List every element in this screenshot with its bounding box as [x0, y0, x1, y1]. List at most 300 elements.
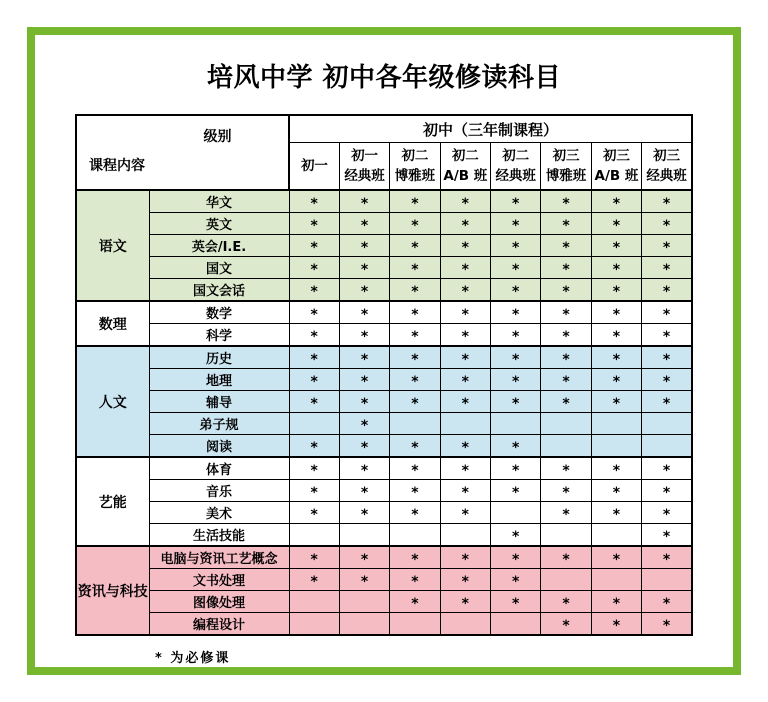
mark-cell: [642, 457, 692, 480]
asterisk-mark: *: [512, 439, 520, 456]
table-row: [76, 413, 692, 435]
mark-cell: [642, 613, 692, 636]
mark-cell: [440, 502, 490, 524]
mark-cell: [339, 591, 389, 613]
asterisk-mark: *: [562, 306, 570, 323]
asterisk-mark: *: [360, 551, 369, 568]
asterisk-mark: *: [612, 484, 621, 501]
mark-cell: [591, 324, 641, 347]
asterisk-mark: *: [411, 283, 419, 300]
mark-cell: [541, 480, 591, 502]
col-header-2-line2: 博雅班: [394, 168, 436, 184]
mark-cell: [289, 524, 339, 547]
mark-cell: [491, 591, 541, 613]
subject-cell: 辅导: [149, 391, 289, 413]
table-row: [76, 591, 692, 613]
table-row: [76, 279, 692, 302]
mark-cell: [491, 413, 541, 435]
mark-cell: [339, 524, 389, 547]
mark-cell: [440, 457, 490, 480]
asterisk-mark: *: [411, 551, 419, 568]
mark-cell: [591, 279, 641, 302]
asterisk-mark: *: [461, 261, 469, 278]
asterisk-mark: *: [461, 462, 469, 479]
mark-cell: [541, 413, 591, 435]
asterisk-mark: *: [360, 328, 369, 345]
asterisk-mark: *: [310, 261, 318, 278]
mark-cell: [541, 301, 591, 324]
mark-cell: [440, 391, 490, 413]
mark-cell: [491, 301, 541, 324]
asterisk-mark: *: [562, 484, 570, 501]
asterisk-mark: *: [411, 351, 419, 368]
mark-cell: [541, 213, 591, 235]
mark-cell: [339, 435, 389, 458]
asterisk-mark: *: [360, 351, 369, 368]
asterisk-mark: *: [562, 195, 570, 212]
asterisk-mark: *: [662, 261, 671, 278]
asterisk-mark: *: [612, 595, 621, 612]
table-row: [76, 480, 692, 502]
mark-cell: [591, 391, 641, 413]
corner-label-level: 级别: [203, 129, 232, 145]
col-header-1-line1: 初一: [351, 148, 379, 164]
asterisk-mark: *: [360, 283, 369, 300]
mark-cell: [289, 591, 339, 613]
mark-cell: [390, 457, 440, 480]
mark-cell: [591, 591, 641, 613]
mark-cell: [339, 391, 389, 413]
mark-cell: [289, 279, 339, 302]
mark-cell: [289, 213, 339, 235]
asterisk-mark: *: [360, 395, 369, 412]
asterisk-mark: *: [360, 462, 369, 479]
asterisk-mark: *: [461, 506, 469, 523]
mark-cell: [339, 213, 389, 235]
asterisk-mark: *: [360, 506, 369, 523]
asterisk-mark: *: [310, 328, 318, 345]
asterisk-mark: *: [612, 217, 621, 234]
mark-cell: [440, 591, 490, 613]
asterisk-mark: *: [662, 217, 671, 234]
mark-cell: [440, 569, 490, 591]
mark-cell: [390, 190, 440, 213]
asterisk-mark: *: [411, 195, 419, 212]
col-header-3-line2: A/B 班: [443, 168, 488, 184]
asterisk-mark: *: [612, 506, 621, 523]
table-row: [76, 301, 692, 324]
mark-cell: [440, 213, 490, 235]
asterisk-mark: *: [360, 261, 369, 278]
mark-cell: [440, 613, 490, 636]
table-row: [76, 613, 692, 636]
asterisk-mark: *: [411, 395, 419, 412]
mark-cell: [491, 190, 541, 213]
mark-cell: [491, 257, 541, 279]
header-row-1: [76, 115, 692, 143]
subject-cell: 弟子规: [149, 413, 289, 435]
mark-cell: [339, 546, 389, 569]
table-row: [76, 391, 692, 413]
asterisk-mark: *: [512, 484, 520, 501]
mark-cell: [541, 546, 591, 569]
mark-cell: [289, 480, 339, 502]
asterisk-mark: *: [461, 595, 469, 612]
mark-cell: [440, 235, 490, 257]
mark-cell: [541, 613, 591, 636]
mark-cell: [339, 257, 389, 279]
mark-cell: [339, 369, 389, 391]
asterisk-mark: *: [411, 261, 419, 278]
asterisk-mark: *: [612, 551, 621, 568]
col-header-6-line2: A/B 班: [594, 168, 639, 184]
asterisk-mark: *: [411, 217, 419, 234]
mark-cell: [642, 435, 692, 458]
mark-cell: [289, 324, 339, 347]
asterisk-mark: *: [662, 306, 671, 323]
mark-cell: [390, 391, 440, 413]
asterisk-mark: *: [662, 195, 671, 212]
asterisk-mark: *: [310, 239, 318, 256]
mark-cell: [289, 369, 339, 391]
mark-cell: [591, 546, 641, 569]
asterisk-mark: *: [562, 373, 570, 390]
col-header-6: [591, 143, 641, 191]
mark-cell: [491, 213, 541, 235]
subject-cell: 生活技能: [149, 524, 289, 547]
mark-cell: [491, 279, 541, 302]
subject-cell: 文书处理: [149, 569, 289, 591]
table-row: [76, 569, 692, 591]
asterisk-mark: *: [461, 551, 469, 568]
corner-cell: [76, 115, 289, 190]
mark-cell: [440, 301, 490, 324]
mark-cell: [440, 190, 490, 213]
mark-cell: [541, 524, 591, 547]
asterisk-mark: *: [512, 595, 520, 612]
subject-cell: 阅读: [149, 435, 289, 458]
asterisk-mark: *: [461, 283, 469, 300]
mark-cell: [390, 346, 440, 369]
table-row: [76, 546, 692, 569]
asterisk-mark: *: [512, 261, 520, 278]
asterisk-mark: *: [612, 239, 621, 256]
asterisk-mark: *: [612, 395, 621, 412]
mark-cell: [491, 435, 541, 458]
asterisk-mark: *: [310, 551, 318, 568]
asterisk-mark: *: [411, 484, 419, 501]
asterisk-mark: *: [360, 439, 369, 456]
subject-cell: 英文: [149, 213, 289, 235]
subject-cell: 美术: [149, 502, 289, 524]
asterisk-mark: *: [662, 283, 671, 300]
asterisk-mark: *: [612, 283, 621, 300]
asterisk-mark: *: [662, 506, 671, 523]
mark-cell: [289, 391, 339, 413]
mark-cell: [541, 324, 591, 347]
asterisk-mark: *: [562, 239, 570, 256]
asterisk-mark: *: [310, 306, 318, 323]
mark-cell: [390, 235, 440, 257]
asterisk-mark: *: [562, 283, 570, 300]
mark-cell: [491, 502, 541, 524]
mark-cell: [390, 213, 440, 235]
mark-cell: [440, 369, 490, 391]
asterisk-mark: *: [612, 261, 621, 278]
asterisk-mark: *: [360, 239, 369, 256]
mark-cell: [541, 569, 591, 591]
asterisk-mark: *: [662, 328, 671, 345]
mark-cell: [390, 569, 440, 591]
mark-cell: [491, 546, 541, 569]
mark-cell: [339, 613, 389, 636]
asterisk-mark: *: [662, 351, 671, 368]
mark-cell: [390, 301, 440, 324]
col-header-6-line1: 初三: [602, 148, 630, 164]
asterisk-mark: *: [310, 217, 318, 234]
mark-cell: [541, 591, 591, 613]
mark-cell: [390, 524, 440, 547]
col-header-5-line2: 博雅班: [545, 168, 587, 184]
mark-cell: [289, 502, 339, 524]
mark-cell: [642, 235, 692, 257]
asterisk-mark: *: [360, 217, 369, 234]
table-row: [76, 435, 692, 458]
mark-cell: [390, 546, 440, 569]
mark-cell: [642, 190, 692, 213]
asterisk-mark: *: [512, 462, 520, 479]
asterisk-mark: *: [562, 506, 570, 523]
subject-cell: 国文: [149, 257, 289, 279]
asterisk-mark: *: [310, 573, 318, 590]
mark-cell: [491, 524, 541, 547]
mark-cell: [440, 480, 490, 502]
mark-cell: [390, 591, 440, 613]
asterisk-mark: *: [562, 351, 570, 368]
asterisk-mark: *: [662, 239, 671, 256]
mark-cell: [440, 257, 490, 279]
asterisk-mark: *: [512, 306, 520, 323]
corner-label-course-content: 课程内容: [89, 158, 145, 174]
mark-cell: [289, 257, 339, 279]
asterisk-mark: *: [461, 573, 469, 590]
asterisk-mark: *: [461, 306, 469, 323]
table-row: [76, 213, 692, 235]
col-header-5: [541, 143, 591, 191]
mark-cell: [339, 346, 389, 369]
mark-cell: [390, 613, 440, 636]
mark-cell: [339, 480, 389, 502]
mark-cell: [339, 235, 389, 257]
subject-cell: 科学: [149, 324, 289, 347]
asterisk-mark: *: [512, 395, 520, 412]
asterisk-mark: *: [512, 373, 520, 390]
table-row: [76, 457, 692, 480]
mark-cell: [491, 391, 541, 413]
asterisk-mark: *: [411, 595, 419, 612]
col-header-7-line1: 初三: [653, 148, 681, 164]
subject-cell: 编程设计: [149, 613, 289, 636]
group-label-0: 语文: [76, 190, 149, 301]
asterisk-mark: *: [562, 617, 570, 634]
subject-cell: 图像处理: [149, 591, 289, 613]
mark-cell: [390, 279, 440, 302]
mark-cell: [591, 235, 641, 257]
mark-cell: [390, 369, 440, 391]
mark-cell: [440, 413, 490, 435]
asterisk-mark: *: [512, 217, 520, 234]
col-header-7: [642, 143, 692, 191]
mark-cell: [541, 369, 591, 391]
col-header-0: [289, 143, 339, 191]
subject-cell: 数学: [149, 301, 289, 324]
asterisk-mark: *: [562, 551, 570, 568]
subjects-table: [75, 114, 693, 636]
asterisk-mark: *: [411, 328, 419, 345]
asterisk-mark: *: [512, 573, 520, 590]
asterisk-mark: *: [512, 283, 520, 300]
mark-cell: [642, 480, 692, 502]
mark-cell: [591, 413, 641, 435]
asterisk-mark: *: [612, 328, 621, 345]
mark-cell: [642, 591, 692, 613]
group-label-3: 艺能: [76, 457, 149, 546]
mark-cell: [591, 569, 641, 591]
col-header-4-line2: 经典班: [495, 168, 536, 184]
asterisk-mark: *: [512, 351, 520, 368]
mark-cell: [491, 457, 541, 480]
mark-cell: [642, 279, 692, 302]
table-row: [76, 190, 692, 213]
mark-cell: [289, 190, 339, 213]
asterisk-mark: *: [411, 239, 419, 256]
mark-cell: [440, 546, 490, 569]
asterisk-mark: *: [360, 306, 369, 323]
asterisk-mark: *: [512, 528, 520, 545]
mark-cell: [642, 346, 692, 369]
group-label-1: 数理: [76, 301, 149, 346]
mark-cell: [440, 435, 490, 458]
asterisk-mark: *: [411, 373, 419, 390]
asterisk-mark: *: [562, 261, 570, 278]
asterisk-mark: *: [360, 484, 369, 501]
mark-cell: [491, 480, 541, 502]
mark-cell: [390, 502, 440, 524]
mark-cell: [541, 346, 591, 369]
asterisk-mark: *: [612, 195, 621, 212]
table-row: [76, 524, 692, 547]
asterisk-mark: *: [411, 506, 419, 523]
subject-cell: 国文会话: [149, 279, 289, 302]
asterisk-mark: *: [662, 617, 671, 634]
asterisk-mark: *: [310, 484, 318, 501]
asterisk-mark: *: [662, 462, 671, 479]
mark-cell: [289, 546, 339, 569]
page-title: 培风中学 初中各年级修读科目: [206, 63, 562, 93]
mark-cell: [642, 324, 692, 347]
asterisk-mark: *: [512, 239, 520, 256]
mark-cell: [289, 613, 339, 636]
mark-cell: [541, 257, 591, 279]
table-row: [76, 502, 692, 524]
asterisk-mark: *: [662, 484, 671, 501]
mark-cell: [591, 213, 641, 235]
col-header-4: [491, 143, 541, 191]
asterisk-mark: *: [612, 351, 621, 368]
mark-cell: [591, 190, 641, 213]
col-header-0-line1: 初一: [300, 158, 328, 174]
mark-cell: [339, 569, 389, 591]
asterisk-mark: *: [310, 439, 318, 456]
mark-cell: [541, 190, 591, 213]
asterisk-mark: *: [310, 506, 318, 523]
asterisk-mark: *: [562, 328, 570, 345]
asterisk-mark: *: [360, 373, 369, 390]
subject-cell: 英会/I.E.: [149, 235, 289, 257]
asterisk-mark: *: [562, 462, 570, 479]
group-label-2: 人文: [76, 346, 149, 457]
mark-cell: [440, 346, 490, 369]
subject-cell: 历史: [149, 346, 289, 369]
asterisk-mark: *: [360, 573, 369, 590]
table-row: [76, 235, 692, 257]
col-header-7-line2: 经典班: [646, 168, 687, 184]
mark-cell: [642, 569, 692, 591]
mark-cell: [642, 213, 692, 235]
asterisk-mark: *: [310, 351, 318, 368]
asterisk-mark: *: [662, 551, 671, 568]
mark-cell: [339, 324, 389, 347]
asterisk-mark: *: [562, 217, 570, 234]
asterisk-mark: *: [411, 306, 419, 323]
mark-cell: [541, 435, 591, 458]
table-row: [76, 369, 692, 391]
asterisk-mark: *: [461, 484, 469, 501]
col-header-5-line1: 初三: [552, 148, 580, 164]
asterisk-mark: *: [461, 328, 469, 345]
mark-cell: [390, 413, 440, 435]
asterisk-mark: *: [360, 195, 369, 212]
asterisk-mark: *: [461, 239, 469, 256]
mark-cell: [491, 324, 541, 347]
asterisk-mark: *: [562, 395, 570, 412]
mark-cell: [289, 569, 339, 591]
mark-cell: [339, 457, 389, 480]
asterisk-mark: *: [360, 417, 369, 434]
asterisk-mark: *: [461, 195, 469, 212]
asterisk-mark: *: [461, 395, 469, 412]
col-header-1: [339, 143, 389, 191]
mark-cell: [642, 257, 692, 279]
asterisk-mark: *: [662, 528, 671, 545]
mark-cell: [339, 190, 389, 213]
mark-cell: [289, 457, 339, 480]
asterisk-mark: *: [512, 328, 520, 345]
mark-cell: [289, 346, 339, 369]
mark-cell: [541, 457, 591, 480]
subject-cell: 地理: [149, 369, 289, 391]
mark-cell: [642, 524, 692, 547]
mark-cell: [591, 257, 641, 279]
asterisk-mark: *: [662, 395, 671, 412]
mark-cell: [541, 235, 591, 257]
asterisk-mark: *: [461, 351, 469, 368]
mark-cell: [541, 502, 591, 524]
col-header-2-line1: 初二: [401, 148, 429, 164]
subject-cell: 电脑与资讯工艺概念: [149, 546, 289, 569]
mark-cell: [289, 435, 339, 458]
asterisk-mark: *: [310, 283, 318, 300]
